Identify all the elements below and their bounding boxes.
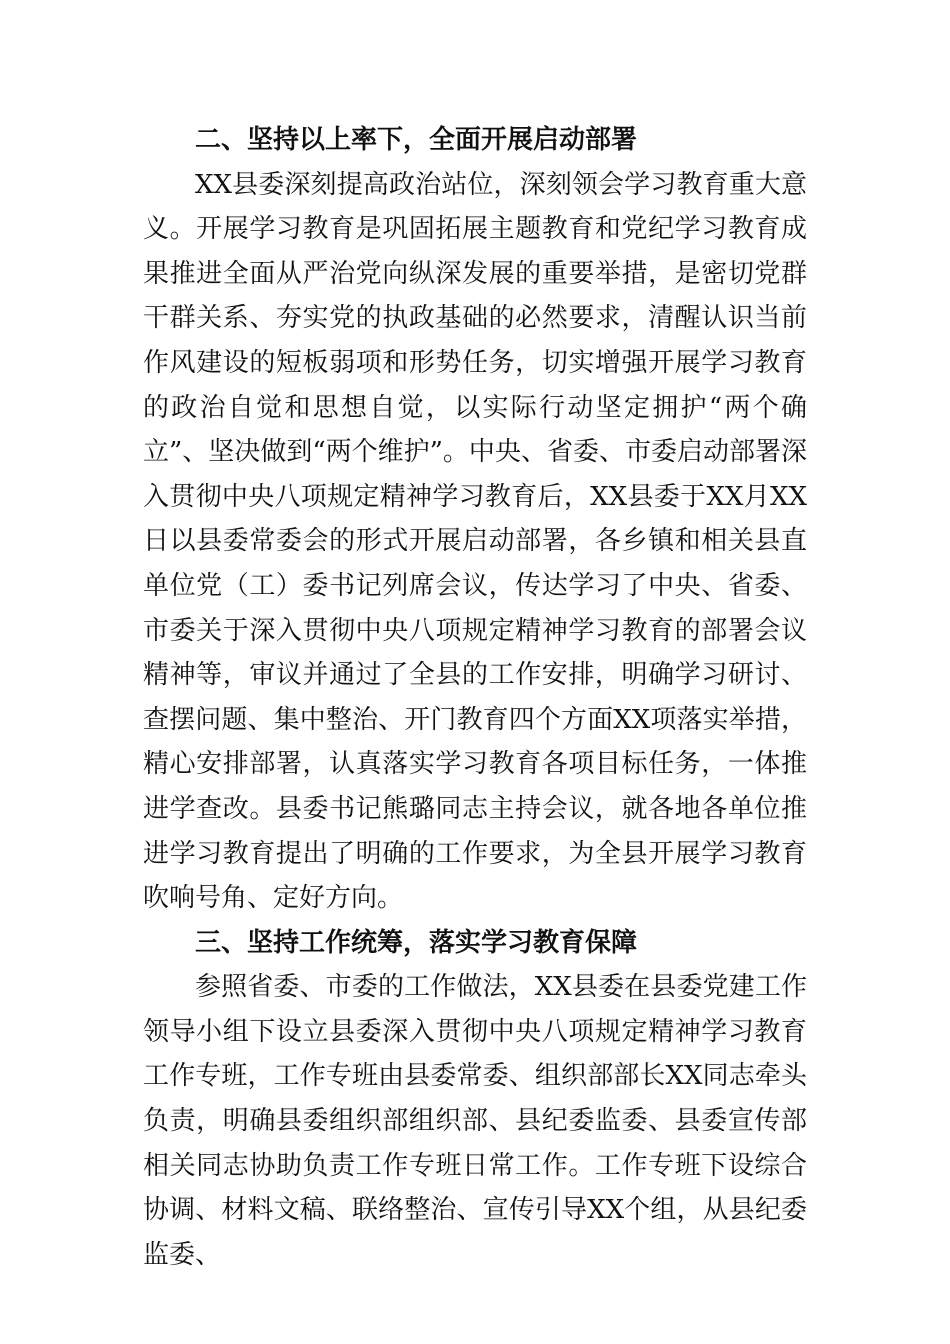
section-two-heading: 二、坚持以上率下，全面开展启动部署 [195, 125, 638, 155]
document-body [143, 118, 807, 1277]
section-three-paragraph: 参照省委、市委的工作做法，XX县委在县委党建工作领导小组下设立县委深入贯彻中央八项规定精神学习教育工作专班，工作专班由县委常委、组织部部长XX同志牵头负责，明确县委组织部组织部、县纪委监委、县委宣传部相关同志协助负责工作专班日常工作。工作专班下设综合协调、材料文稿、联络整治、宣传引导XX个组，从县纪委监委、 [143, 972, 807, 1270]
section-three-heading: 三、坚持工作统筹，落实学习教育保障 [195, 927, 638, 958]
section-two-paragraph: XX县委深刻提高政治站位，深刻领会学习教育重大意义。开展学习教育是巩固拓展主题教育和党纪学习教育成果推进全面从严治党向纵深发展的重要举措，是密切党群干群关系、夯实党的执政基础的必然要求，清醒认识当前作风建设的短板弱项和形势任务，切实增强开展学习教育的政治自觉和思想自觉，以实际行动坚定拥护“两个确立”、坚决做到“两个维护”。中央、省委、市委启动部署深入贯彻中央八项规定精神学习教育后，XX县委于XX月XX日以县委常委会的形式开展启动部署，各乡镇和相关县直单位党（工）委书记列席会议，传达学习了中央、省委、市委关于深入贯彻中央八项规定精神学习教育的部署会议精神等，审议并通过了全县的工作安排，明确学习研讨、查摆问题、集中整治、开门教育四个方面XX项落实举措，精心安排部署，认真落实学习教育各项目标任务，一体推进学查改。县委书记熊璐同志主持会议，就各地各单位推进学习教育提出了明确的工作要求，为全县开展学习教育吹响号角、定好方向。 [143, 169, 807, 914]
